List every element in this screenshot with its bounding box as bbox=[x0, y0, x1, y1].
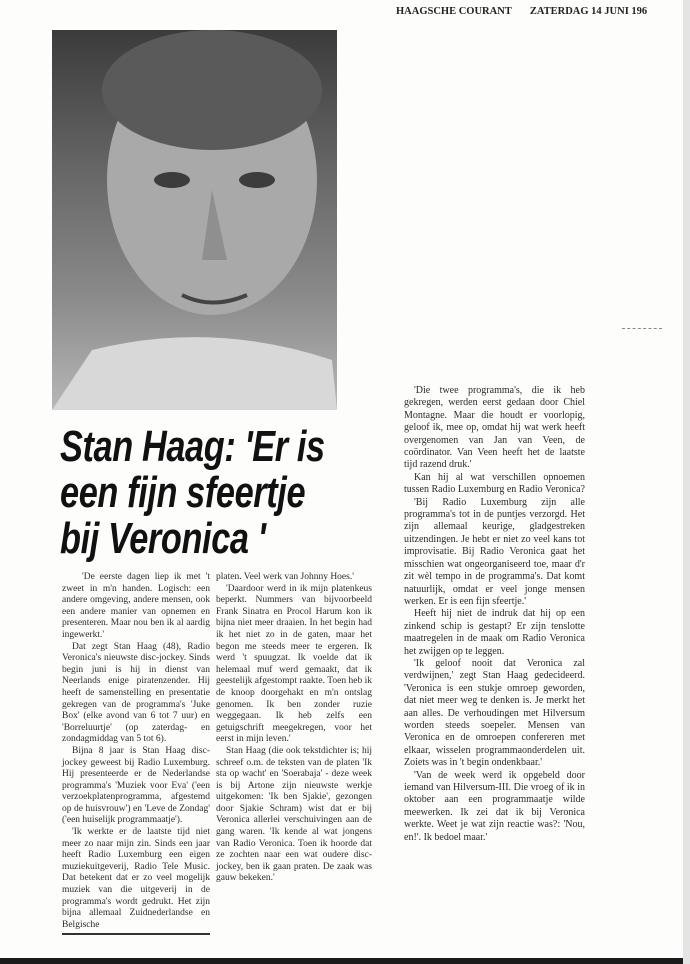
paragraph: 'Daardoor werd in ik mijn platenkeus beperkt. Nummers van bijvoorbeeld Frank Sinatra en Procol Harum kon ik bijna niet meer draaien. In het begin had ik het niet zo in de gaten, maar het begon me steeds meer te ergeren. Ik werd 't spuugzat. Ik voelde dat ik helemaal muf werd gemaakt, dat ik geestelijk afgestompt raakte. Toen heb ik de knoop doorgehakt en m'n ontslag genomen. Ik ben zonder ruzie weggegaan. Ik heb zelfs een getuigschrift meegekregen, voor het eerst in mijn leven.' bbox=[216, 583, 372, 745]
paragraph: Bijna 8 jaar is Stan Haag disc-jockey geweest bij Radio Luxemburg. Hij presenteerde er de Nederlandse programma's 'Muziek voor Eva' ('een verzoekplatenprogramma, afgestemd op de huisvrouw') en 'Leve de Zondag' ('een huiselijk programmaatje'). bbox=[62, 745, 210, 826]
headline-line: bij Veronica ' bbox=[60, 514, 266, 563]
headline-line: een fijn sfeertje bbox=[60, 468, 306, 517]
article-column-1 bbox=[62, 572, 210, 935]
paragraph: 'De eerste dagen liep ik met 't zweet in m'n handen. Logisch: een andere omgeving, andere mensen, ook een andere manier van opnemen en presenteren. Maar nou ben ik al aardig ingewerkt.' bbox=[62, 572, 210, 640]
portrait-image bbox=[52, 30, 337, 410]
article-column-3 bbox=[404, 385, 585, 844]
article-headline bbox=[60, 422, 325, 563]
scan-mark bbox=[622, 328, 662, 329]
paragraph: 'Ik werkte er de laatste tijd niet meer zo naar mijn zin. Sinds een jaar heeft Radio Luxemburg een eigen muziekuitgeverij, Radio Tele Music. Dat betekent dat er zo veel mogelijk muziek van die uitgeverij in de programma's wordt gedrukt. Het zijn bijna allemaal Zuidnederlandse en Belgische bbox=[62, 827, 210, 930]
paragraph: 'Van de week werd ik opgebeld door iemand van Hilversum-III. Die vroeg of ik in oktober aan een programmaatje wilde meewerken. Ik zei dat ik bij Veronica werkte. Weet je wat zijn reactie was?: 'Nou, en!'. Ik bedoel maar.' bbox=[404, 769, 585, 843]
paragraph: 'Ik geloof nooit dat Veronica zal verdwijnen,' zegt Stan Haag gedecideerd. 'Veronica is een stukje omroep geworden, dat niet meer weg te denken is. Je merkt het aan alles. De verhoudingen met Hilversum worden steeds soepeler. Mensen van Veronica en de omroepen confereren met elkaar, wisselen programmaonderdelen uit. Zoiets was in 't begin ondenkbaar.' bbox=[404, 657, 585, 769]
paragraph: Kan hij al wat verschillen opnoemen tussen Radio Luxemburg en Radio Veronica? bbox=[404, 471, 585, 496]
paragraph: Dat zegt Stan Haag (48), Radio Veronica's nieuwste disc-jockey. Sinds begin juni is hij in dienst van Neerlands enige piratenzender. Hij heeft de samenstelling en presentatie gekregen van de programma's 'Juke Box' (elke avond van 6 tot 7 uur) en 'Borreluurtje' (op zaterdag- en zondagmiddag van 5 tot 6). bbox=[62, 641, 210, 745]
scan-bottom-edge bbox=[0, 958, 690, 964]
scan-right-edge bbox=[683, 0, 690, 964]
article-column-2 bbox=[216, 572, 372, 885]
paragraph: 'Die twee programma's, die ik heb gekregen, werden eerst gedaan door Chiel Montagne. Maar die houdt er voorlopig, geloof ik, mee op, omdat hij wat werk heeft overgenomen van Jan van Veen, de coördinator. Van Veen heeft het de laatste tijd razend druk.' bbox=[404, 385, 585, 471]
paragraph: Stan Haag (die ook tekstdichter is; hij schreef o.m. de teksten van de platen 'Ik sta op wacht' en 'Soerabaja' - deze week is bij Artone zijn nieuwste werkje uitgekomen: 'Ik ben Sjakie', gezongen door Sjakie Schram) wist dat er bij Veronica allerlei verschuivingen aan de gang waren. 'Ik kende al wat jongens van Radio Veronica. Toen ik hoorde dat ze zochten naar een wat oudere disc-jockey, ben ik gaan praten. De zaak was gauw bekeken.' bbox=[216, 745, 372, 884]
paragraph: platen. Veel werk van Johnny Hoes.' bbox=[216, 572, 354, 582]
page-header bbox=[396, 6, 665, 17]
issue-date: ZATERDAG 14 JUNI 196 bbox=[529, 6, 648, 17]
paragraph: 'Bij Radio Luxemburg zijn alle programma's tot in de puntjes verzorgd. Het zijn allemaal keurige, gladgestreken uitzendingen. Je hebt er niet zo veel kans tot improvisatie. Bij Radio Veronica gaat het misschien wat ongeorganiseerd toe, maar d'r zit wèl tempo in de programma's. Dat komt natuurlijk, omdat er veel jonge mensen werken. Er is een fijn sfeertje.' bbox=[404, 496, 585, 607]
portrait-photo bbox=[52, 30, 337, 410]
headline-line: Stan Haag: 'Er is bbox=[60, 422, 325, 471]
newspaper-name: HAAGSCHE COURANT bbox=[396, 6, 512, 17]
paragraph: Heeft hij niet de indruk dat hij op een zinkend schip is gestapt? Er zijn tenslotte maatregelen in de maak om Radio Veronica het zwijgen op te leggen. bbox=[404, 608, 585, 657]
